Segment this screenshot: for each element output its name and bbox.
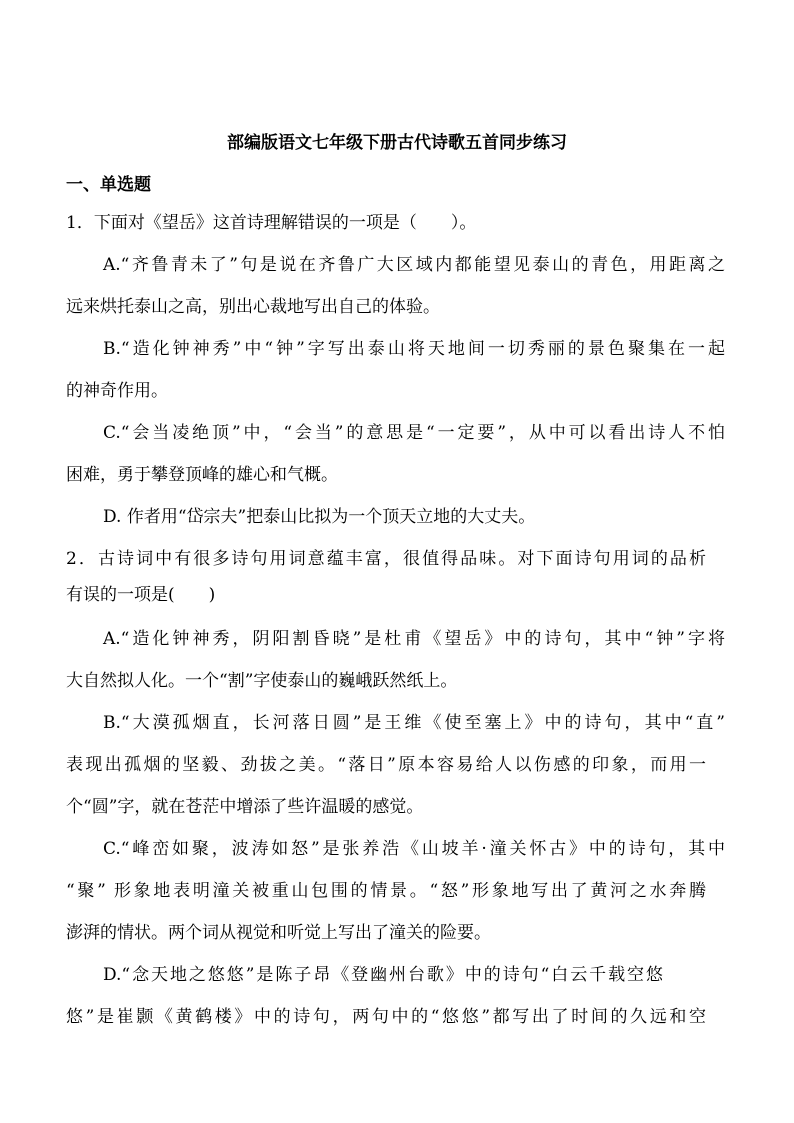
question-2-stem-line-1: 2．古诗词中有很多诗句用词意蕴丰富，很值得品味。对下面诗句用词的品析 xyxy=(66,549,706,569)
question-1-stem: 1．下面对《望岳》这首诗理解错误的一项是（ ）。 xyxy=(66,213,477,233)
q2-option-b-line-2: 表现出孤烟的坚毅、劲拔之美。“落日”原本容易给人以伤感的印象，而用一 xyxy=(66,755,706,775)
q2-option-b-line-1: B.“大漠孤烟直，长河落日圆”是王维《使至塞上》中的诗句，其中“直” xyxy=(103,713,725,733)
q2-option-c-line-2: “聚” 形象地表明潼关被重山包围的情景。“怒”形象地写出了黄河之水奔腾 xyxy=(66,881,706,901)
q1-option-b-line-2: 的神奇作用。 xyxy=(66,381,168,401)
q2-option-d-line-2: 悠”是崔颢《黄鹤楼》中的诗句，两句中的“悠悠”都写出了时间的久远和空 xyxy=(66,1007,706,1027)
q2-option-c-line-3: 澎湃的情状。两个词从视觉和听觉上写出了潼关的险要。 xyxy=(66,923,491,943)
q1-option-d-line-1: D. 作者用“岱宗夫”把泰山比拟为一个顶天立地的大丈夫。 xyxy=(103,507,536,527)
q1-option-a-line-1: A.“齐鲁青未了”句是说在齐鲁广大区域内都能望见泰山的青色，用距离之 xyxy=(103,255,725,275)
question-2-stem-line-2: 有误的一项是( ) xyxy=(66,585,216,605)
q2-option-a-line-2: 大自然拟人化。一个“割”字使泰山的巍峨跃然纸上。 xyxy=(66,671,458,691)
section-heading: 一、单选题 xyxy=(66,175,151,195)
q2-option-a-line-1: A.“造化钟神秀，阴阳割昏晓”是杜甫《望岳》中的诗句，其中“钟”字将 xyxy=(103,629,725,649)
q1-option-b-line-1: B.“造化钟神秀”中“钟”字写出泰山将天地间一切秀丽的景色聚集在一起 xyxy=(103,339,725,359)
q2-option-c-line-1: C.“峰峦如聚，波涛如怒”是张养浩《山坡羊·潼关怀古》中的诗句，其中 xyxy=(103,839,725,859)
q1-option-c-line-1: C.“会当凌绝顶”中，“会当”的意思是“一定要”，从中可以看出诗人不怕 xyxy=(103,423,725,443)
q1-option-c-line-2: 困难，勇于攀登顶峰的雄心和气概。 xyxy=(66,465,338,485)
q1-option-a-line-2: 远来烘托泰山之高，别出心裁地写出自己的体验。 xyxy=(66,297,440,317)
q2-option-b-line-3: 个“圆”字，就在苍茫中增添了些许温暖的感觉。 xyxy=(66,797,424,817)
q2-option-d-line-1: D.“念天地之悠悠”是陈子昂《登幽州台歌》中的诗句“白云千载空悠 xyxy=(103,965,663,985)
page-title: 部编版语文七年级下册古代诗歌五首同步练习 xyxy=(227,133,567,153)
